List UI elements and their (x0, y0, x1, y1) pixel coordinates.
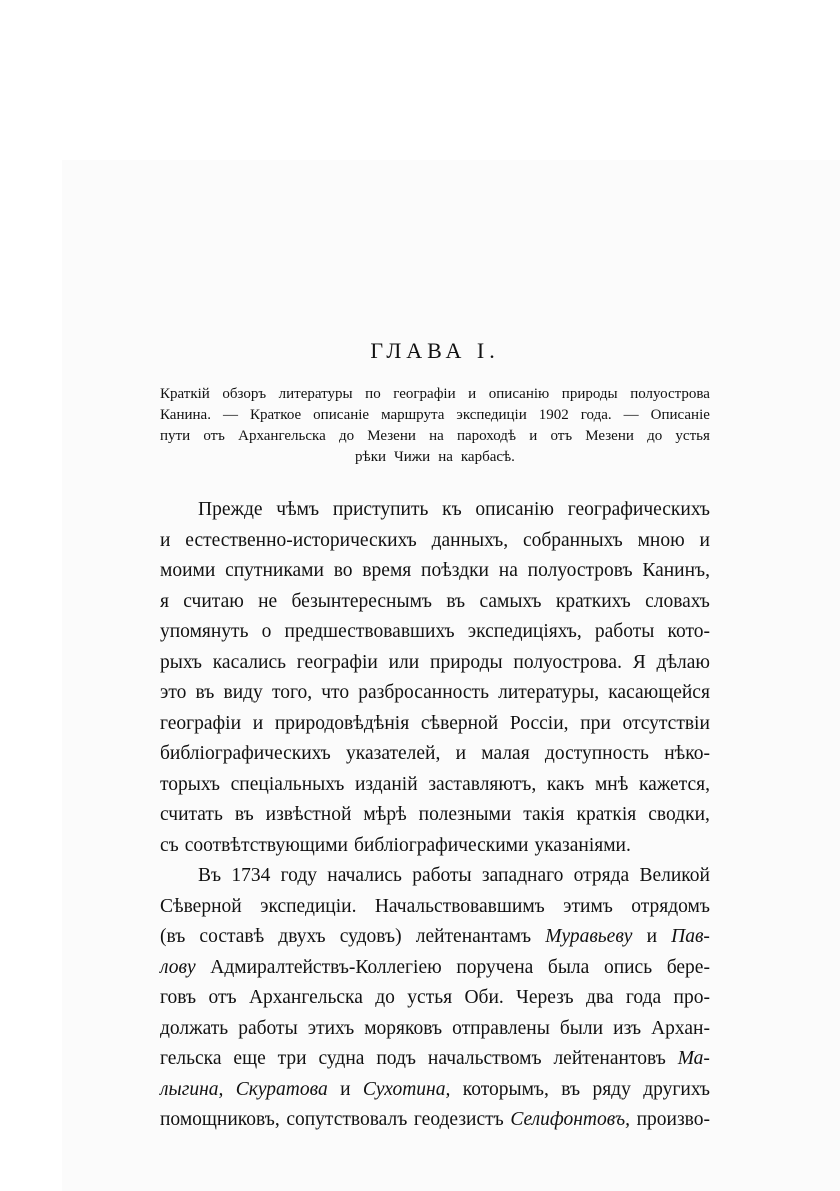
text-line (160, 648, 710, 679)
word: экспедиціяхъ, (467, 621, 582, 642)
word: и (340, 1078, 351, 1100)
word: отряда (573, 865, 630, 886)
word: судовъ) (339, 926, 402, 947)
word: изданій (355, 773, 418, 795)
word: про- (673, 987, 710, 1008)
word: что (321, 682, 350, 703)
summary-word: Мезени (367, 428, 416, 444)
word: отрядомъ (631, 895, 710, 917)
italic-word: лыгина, (160, 1078, 224, 1100)
word: изъ (613, 1017, 642, 1039)
word: Архан- (651, 1017, 710, 1039)
word: работы (412, 865, 472, 886)
word: чѣмъ (276, 499, 320, 520)
body-text (160, 495, 710, 1136)
text-line (160, 1014, 710, 1045)
word: не (258, 590, 278, 612)
word: сопутствовалъ (286, 1109, 408, 1130)
word: года (625, 987, 662, 1008)
word: моряковъ (364, 1017, 443, 1039)
word: рыхъ (160, 651, 202, 673)
word: библіографическими (354, 834, 529, 856)
word: работы (238, 1017, 298, 1039)
word: этихъ (307, 1017, 355, 1039)
word: поѣздки (421, 560, 489, 581)
word: отправлены (452, 1017, 550, 1039)
word: экспедиціи. (260, 895, 357, 917)
summary-word: экспедиціи (456, 407, 527, 423)
summary-word: Канина. (160, 407, 211, 423)
word: о (261, 621, 272, 642)
word: мѣрѣ (363, 804, 407, 825)
word: время (362, 560, 412, 581)
word: данныхъ, (431, 529, 509, 551)
text-line (160, 831, 710, 862)
word: считаю (183, 590, 244, 612)
text-line (160, 1044, 710, 1075)
word: начались (327, 865, 402, 886)
word: западнаго (481, 865, 564, 886)
word: разбросанность (358, 682, 489, 703)
word: ряду (592, 1078, 631, 1100)
word: лейтенантовъ (553, 1048, 666, 1069)
word: на (498, 560, 518, 581)
word: были (559, 1017, 604, 1039)
word: краткихъ (555, 590, 631, 612)
word: считать (160, 804, 223, 825)
summary-word: описанію (488, 386, 550, 402)
word: касались (212, 651, 287, 673)
word: Великой (639, 865, 710, 886)
word: я (160, 590, 169, 612)
word: до (375, 987, 395, 1008)
word: году (280, 865, 317, 886)
word: Сѣверной (160, 895, 242, 917)
summary-word: пути (160, 428, 191, 444)
word: сводки, (648, 804, 710, 825)
word: въ (561, 1078, 581, 1100)
word: подъ (376, 1048, 416, 1069)
summary-line (160, 405, 710, 426)
word: Въ (198, 865, 222, 886)
word: упомянуть (160, 621, 249, 642)
word: въ (234, 804, 254, 825)
word: приступить (332, 499, 429, 520)
word: (въ (160, 926, 186, 947)
word: краткія (576, 804, 637, 825)
word: собранныхъ (522, 529, 623, 551)
text-line (160, 556, 710, 587)
summary-word: полуострова (630, 386, 710, 402)
word: полуостровъ (527, 560, 633, 581)
summary-word: Краткій (160, 386, 210, 402)
word: съ (160, 834, 179, 856)
text-line (160, 1105, 710, 1136)
word: должать (160, 1017, 229, 1039)
word: полезными (418, 804, 512, 825)
text-line (160, 617, 710, 648)
summary-word: Архангельска (238, 428, 326, 444)
word: и (455, 743, 467, 764)
word: кажется, (639, 773, 710, 795)
word: опись (603, 956, 653, 978)
word: это (160, 682, 187, 703)
word: къ (442, 499, 462, 520)
word: географіи (160, 712, 242, 734)
word: такія (523, 804, 565, 825)
italic-word: Муравьеву (545, 926, 633, 947)
word: кото- (667, 621, 710, 642)
summary-word: литературы (278, 386, 353, 402)
word: въ (195, 682, 215, 703)
word: этимъ (563, 895, 613, 917)
word: поручена (456, 956, 534, 978)
word: библіографическихъ (160, 743, 331, 764)
word: составѣ (199, 926, 265, 947)
summary-word: отъ (550, 428, 573, 444)
word: другихъ (643, 1078, 710, 1100)
summary-line (160, 426, 710, 447)
summary-word: рѣки (355, 449, 387, 465)
summary-word: — (623, 407, 639, 423)
word: Канинъ, (642, 560, 710, 581)
word: устья (407, 987, 453, 1008)
word: Оби. (464, 987, 504, 1008)
word: дѣлаю (656, 651, 710, 673)
word: Россіи, (509, 712, 569, 734)
text-line (160, 526, 710, 557)
word: предшествовавшихъ (284, 621, 455, 642)
word: два (585, 987, 614, 1008)
summary-word: карбасѣ. (460, 449, 515, 465)
summary-line (160, 447, 710, 468)
summary-word: до (647, 428, 663, 444)
word: природы (430, 651, 503, 673)
word: говъ (160, 987, 197, 1008)
word: геодезистъ (413, 1109, 504, 1130)
summary-word: географіи (393, 386, 456, 402)
word: спутниками (225, 560, 324, 581)
summary-word: и (529, 428, 538, 444)
word: моими (160, 560, 216, 581)
word: при (580, 712, 611, 734)
word: торыхъ (160, 773, 220, 795)
word: естественно-историческихъ (185, 529, 417, 551)
word: Архангельска (248, 987, 363, 1008)
word: указателей, (346, 743, 441, 764)
summary-word: Мезени (585, 428, 634, 444)
chapter-title: ГЛАВА I. (370, 338, 500, 363)
italic-word: лову (160, 956, 196, 978)
summary-word: описаніе (313, 407, 370, 423)
text-line (160, 739, 710, 770)
summary-word: 1902 (538, 407, 569, 423)
text-line (160, 922, 710, 953)
summary-word: Чижи (394, 449, 431, 465)
word: помощниковъ, (160, 1109, 280, 1130)
word: указаніями. (534, 834, 631, 856)
summary-word: обзоръ (222, 386, 267, 402)
summary-word: на (438, 449, 453, 465)
summary-word: — (222, 407, 238, 423)
summary-word: природы (561, 386, 618, 402)
word: полуострова. (513, 651, 622, 673)
word: виду (223, 682, 263, 703)
summary-word: устья (675, 428, 710, 444)
summary-word: на (429, 428, 444, 444)
text-line (160, 892, 710, 923)
text-line (160, 953, 710, 984)
word: была (547, 956, 590, 978)
word: произво- (636, 1109, 710, 1130)
word: три (277, 1048, 307, 1069)
text-line (160, 495, 710, 526)
word: соотвѣтствующими (184, 834, 348, 856)
word: судна (318, 1048, 365, 1069)
word: которымъ, (462, 1078, 549, 1100)
italic-word: Сухотина, (362, 1078, 451, 1100)
word: какъ (546, 773, 585, 795)
text-line (160, 678, 710, 709)
word: безынтереснымъ (291, 590, 432, 612)
word: во (333, 560, 353, 581)
word: лейтенантамъ (415, 926, 532, 947)
summary-word: пароходѣ (456, 428, 517, 444)
word: природовѣдѣнія (274, 712, 410, 734)
summary-word: по (365, 386, 381, 402)
word: словахъ (645, 590, 710, 612)
summary-word: Описаніе (650, 407, 710, 423)
text-line (160, 770, 710, 801)
word: самыхъ (479, 590, 542, 612)
word: сѣверной (420, 712, 499, 734)
word: бере- (666, 956, 710, 978)
word: нѣко- (664, 743, 710, 764)
word: того, (271, 682, 313, 703)
word: и (160, 529, 171, 551)
word: и (252, 712, 264, 734)
italic-word: Пав- (671, 926, 710, 947)
word: начальствомъ (427, 1048, 542, 1069)
word: малая (481, 743, 530, 764)
word: Адмиралтействъ-Коллегіею (210, 956, 442, 978)
word: доступность (544, 743, 649, 764)
word: въ (446, 590, 466, 612)
word: Начальствовавшимъ (374, 895, 545, 917)
summary-line (160, 384, 710, 405)
text-line (160, 1075, 710, 1106)
italic-word: Скуратова (235, 1078, 328, 1100)
word: извѣстной (265, 804, 352, 825)
word: географическихъ (567, 499, 710, 520)
summary-word: до (338, 428, 355, 444)
word: заставляютъ, (428, 773, 537, 795)
word: и (699, 529, 710, 551)
summary-word: отъ (203, 428, 225, 444)
word: описанію (475, 499, 554, 520)
word: касающейся (608, 682, 710, 703)
summary-word: и (468, 386, 477, 402)
word: Прежде (198, 499, 263, 520)
text-line (160, 587, 710, 618)
chapter-summary (160, 384, 710, 468)
word: еще (233, 1048, 266, 1069)
text-line (160, 983, 710, 1014)
word: географіи (296, 651, 378, 673)
text-line (160, 800, 710, 831)
text-line (160, 861, 710, 892)
word: отсутствіи (622, 712, 710, 734)
word: 1734 (231, 865, 271, 886)
word: и (646, 926, 658, 947)
word: Я (632, 651, 646, 673)
text-line (160, 709, 710, 740)
word: отъ (208, 987, 237, 1008)
italic-word: Селифонтовъ, (510, 1109, 630, 1130)
summary-word: маршрута (381, 407, 445, 423)
word: работы (594, 621, 655, 642)
word: или (388, 651, 420, 673)
word: мною (637, 529, 685, 551)
word: литературы, (498, 682, 600, 703)
word: спеціальныхъ (230, 773, 345, 795)
summary-word: Краткое (249, 407, 302, 423)
word: Черезъ (516, 987, 574, 1008)
word: двухъ (278, 926, 326, 947)
summary-word: года. (580, 407, 612, 423)
italic-word: Ма- (677, 1048, 710, 1069)
word: мнѣ (594, 773, 629, 795)
word: гельска (160, 1048, 222, 1069)
